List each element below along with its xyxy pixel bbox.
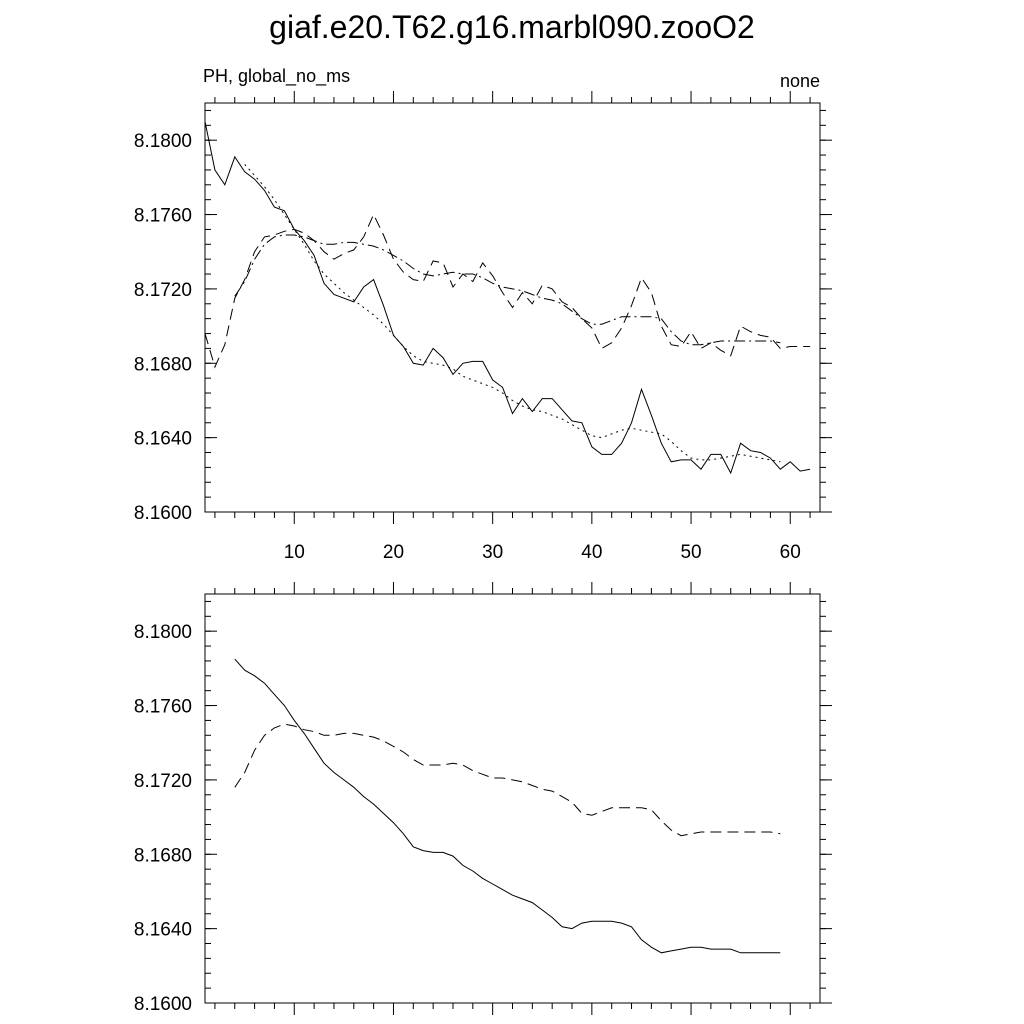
bottom-series-solid-line [235, 659, 781, 953]
top-x-tick-label: 30 [482, 542, 504, 563]
top-x-tick-label: 50 [680, 542, 702, 563]
top-panel [134, 66, 832, 563]
bottom-panel [134, 582, 832, 1015]
bottom-y-tick-label: 8.1640 [133, 919, 192, 941]
top-x-tick-label: 20 [382, 542, 405, 563]
top-x-tick-label: 10 [283, 542, 305, 563]
bottom-plot-frame [205, 594, 820, 1003]
top-series-dashed-line [205, 215, 810, 368]
top-y-tick-label: 8.1600 [133, 503, 192, 524]
bottom-y-tick-label: 8.1760 [133, 696, 192, 718]
bottom-y-tick-label: 8.1680 [133, 845, 192, 867]
page-title: giaf.e20.T62.g16.marbl090.zooO2 [269, 9, 755, 45]
top-series-solid-line [205, 122, 810, 473]
bottom-series-dashed-line [235, 724, 781, 836]
bottom-y-tick-label: 8.1800 [133, 622, 192, 644]
top-y-tick-label: 8.1800 [133, 131, 192, 153]
bottom-y-tick-label: 8.1600 [133, 994, 192, 1015]
top-series-dashdot-line [235, 235, 781, 345]
top-x-tick-label: 40 [581, 542, 603, 563]
top-panel-right-label: none [779, 71, 820, 91]
top-panel-left-label: PH, global_no_ms [203, 66, 351, 86]
top-y-tick-label: 8.1680 [133, 354, 192, 376]
top-series-dotted-line [245, 164, 781, 461]
top-y-tick-label: 8.1760 [133, 205, 192, 227]
top-y-tick-label: 8.1640 [133, 428, 192, 450]
bottom-y-tick-label: 8.1720 [133, 770, 192, 792]
top-x-tick-label: 60 [779, 542, 801, 563]
top-y-tick-label: 8.1720 [133, 279, 192, 301]
